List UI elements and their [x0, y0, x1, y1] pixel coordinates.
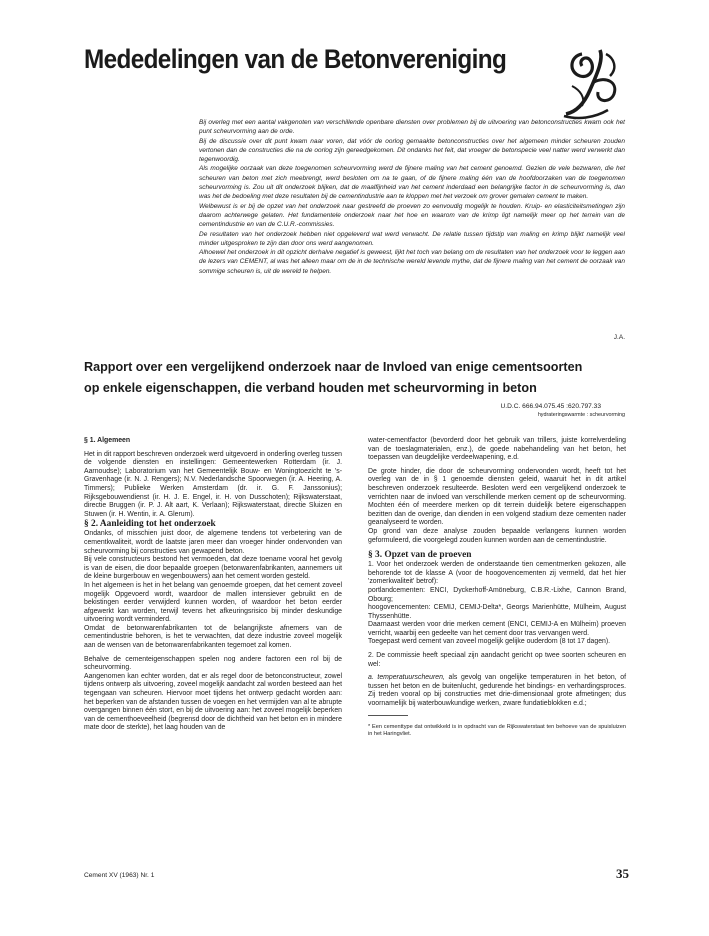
body-paragraph: Daarnaast werden voor drie merken cement (ENCI, CEMIJ-A en Mülheim) proeven verricht, waarbij een gedeelte van het cement door tras vervangen werd. — [368, 621, 626, 637]
editorial-signature: J.A. — [613, 334, 625, 341]
page-number: 35 — [616, 866, 629, 881]
footnote-rule — [368, 715, 408, 716]
body-paragraph: water-cementfactor (bevorderd door het gebruik van trillers, juiste korrelverdeling van de toeslagmaterialen, enz.), de goede nabehandeling van het beton, het toepassen van deugdelijke verdeelwapening, e.d. — [368, 437, 626, 462]
udc-keywords: hydrateringswarmte : scheurvorming — [537, 412, 625, 418]
body-text: als gevolg van ongelijke temperaturen in het beton, of tussen het beton en de buitenlucht, gedurende het bindings- en verhardingsproces. Zij treden vooral op bij constructies met drie-dimensionaal grote afmetingen; dus voornamelijk bij waterbouwkundige werken, zware fundatieblokken e.d.; — [368, 674, 627, 708]
body-paragraph: De grote hinder, die door de scheurvorming ondervonden wordt, heeft tot het overleg van de in § 1 genoemde diensten geleid, waaruit het in dit artikel beschreven onderzoek resulteerde. Besloten werd een vergelijkend onderzoek te verrichten naar de invloed van verschillende merken cement op de scheurvorming. Mochten één of meerdere merken op dit terrein duidelijk betere eigenschappen bezitten dan de overige, dan dienden in een volgend stadium deze cementen nader geanalyseerd te worden. — [368, 467, 626, 527]
body-paragraph: Toegepast werd cement van zoveel mogelijk gelijke ouderdom (8 tot 17 dagen). — [368, 638, 611, 646]
footnote: * Een cementtype dat ontwikkeld is in opdracht van de Rijkswaterstaat ten behoeve van de spuisluizen in het Haringvliet. — [368, 723, 626, 737]
body-paragraph: 2. De commissie heeft speciaal zijn aandacht gericht op twee soorten scheuren en wel: — [368, 652, 626, 668]
journal-title: Mededelingen van de Betonvereniging — [84, 44, 507, 74]
udc-code: U.D.C. 666.94.075.45 :620.797.33 — [500, 403, 601, 410]
body-paragraph: portlandcementen: ENCI, Dyckerhoff-Amöneburg, C.B.R.-Lixhe, Cannon Brand, Obourg; — [368, 586, 626, 603]
editorial-paragraph: Bij de discussie over dit punt kwam naar voren, dat vóór de oorlog gemaakte betonconstructies over het algemeen minder scheuren zouden vertonen dan de constructies die na de oorlog zijn gereedgekomen. Dit ondanks het feit, dat vroeger de betonspecie veel natter werd verwerkt dan tegenwoordig. — [199, 137, 625, 164]
body-paragraph: Omdat de betonwarenfabrikanten tot de belangrijkste afnemers van de cementindustrie behoren, is het te verwachten, dat deze industrie zoveel mogelijk aan de wensen van de betonwarenfabrikanten tegemoet zal komen. — [84, 624, 342, 650]
editorial-intro — [199, 118, 625, 276]
body-paragraph — [368, 674, 626, 708]
editorial-paragraph: Welbewust is er bij de opzet van het onderzoek naar gestreefd de proeven zo eenvoudig mogelijk te houden. Kruip- en elasticiteitsmetingen zijn daarom achterwege gelaten. Het fundamentele onderzoek naar het hoe en waarom van de krimp ligt namelijk meer op het terrein van de cementindustrie en van de C.U.R.-commissies. — [199, 202, 625, 229]
body-paragraph: Bij vele constructeurs bestond het vermoeden, dat deze toename vooral het gevolg is van de eisen, die door bepaalde groepen (betonwarenfabrikanten, aannemers uit de kleine burgerbouw en wegenbouwers) aan het cement worden gesteld. — [84, 556, 342, 581]
betonvereniging-monogram-icon — [560, 46, 626, 122]
paper-title — [84, 357, 629, 399]
editorial-paragraph: Als mogelijke oorzaak van deze toegenomen scheurvorming werd de fijnere maling van het cement genoemd. Gezien de vele bezwaren, die het scheuren van beton met zich meebrengt, werd besloten om na te gaan, of de fijnere maling één van de hoofdoorzaken van de toegenomen scheurvorming is. Zou uit dit onderzoek blijken, dat de maalfijnheid van het cement inderdaad een belangrijke factor in de scheurvorming is, dan was het de bedoeling met deze resultaten bij de cementindustrie aan te kloppen met het verzoek om grover gemalen cement te maken. — [199, 165, 625, 201]
editorial-paragraph: De resultaten van het onderzoek hebben niet opgeleverd wat werd verwacht. De relatie tussen tijdstip van maling en krimp blijkt namelijk veel minder uitgesproken te zijn dan door ons werd aangenomen. — [199, 230, 625, 247]
section-heading: § 3. Opzet van de proeven — [368, 550, 472, 561]
editorial-paragraph: Alhoewel het onderzoek in dit opzicht derhalve negatief is geweest, lijkt het toch van belang om de resultaten van het onderzoek voor te leggen aan de lezers van CEMENT, al was het alleen maar om de in de technische wereld levende mythe, dat de fijnere maling van het cement de oorzaak van sommige scheuren is, uit de wereld te helpen. — [199, 249, 625, 275]
journal-issue: Cement XV (1963) Nr. 1 — [84, 872, 155, 879]
right-column — [368, 437, 626, 738]
body-paragraph: 1. Voor het onderzoek werden de onderstaande tien cementmerken gekozen, alle behorende tot de klasse A (voor de hoogovencementen zij vermeld, dat het hier 'zomerkwaliteit' betrof): — [368, 561, 626, 586]
body-paragraph: Het in dit rapport beschreven onderzoek werd uitgevoerd in onderling overleg tussen de volgende diensten en instellingen: Gemeentewerken Rotterdam (ir. J. Aarnoudse); Laboratorium van het Gemeentelijk Bouw- en Woningtoezicht te 's-Gravenhage (ir. N. J. Rengers); N.V. Nederlandsche Spoorwegen (ir. A. Heering, A. Timmers); Publieke Werken Amsterdam (dr. ir. G. F. Janssonius); Rijksgebouwendienst (ir. H. J. E. Engel, ir. H. von Dusschoten); Rijkswaterstaat, directie Bruggen (ir. P. J. Alt aart, K. Verlaan); Rijkswaterstaat, directie Sluizen en Stuwen (ir. H. Wentin, ir. A. Glerum). — [84, 450, 342, 518]
body-paragraph: In het algemeen is het in het belang van genoemde groepen, dat het cement zoveel mogelijk Opgevoerd wordt, waardoor de mallen intensiever gebruikt en de bekistingen eerder verwijderd kunnen worden, of waardoor het beton eerder afgewerkt kan worden, terwijl tevens het afkeuringsrisico bij minder deskundige uitvoering wordt verminderd. — [84, 581, 342, 624]
left-column — [84, 437, 342, 733]
body-paragraph: Aangenomen kan echter worden, dat er als regel door de betonconstructeur, zowel tijdens ontwerp als uitvoering, zoveel mogelijk aandacht zal worden besteed aan het tegengaan van scheuren. Hiervoor moet tijdens het ontwerp gedacht worden aan: het beperken van de afstanden tussen de voegen en het vermijden van al te abrupte overgangen binnen één stort, en bij de uitvoering aan: het zoveel mogelijk beperken van de cementhoeveelheid (begrensd door de dichtheid van het beton en in mindere mate door de sterkte), het laag houden van de — [84, 672, 342, 732]
term-italic: a. temperatuurscheuren, — [368, 674, 445, 682]
body-paragraph: hoogovencementen: CEMIJ, CEMIJ-Delta*, Georgs Marienhütte, Mülheim, August Thyssenhütte. — [368, 604, 626, 620]
section-heading: § 1. Algemeen — [84, 437, 131, 444]
body-paragraph: Ondanks, of misschien juist door, de algemene tendens tot verbetering van de cementkwaliteit, wordt de laatste jaren meer dan vroeger hinder ondervonden van scheurvorming bij constructies van gewapend beton. — [84, 530, 342, 555]
body-paragraph: Op grond van deze analyse zouden bepaalde verlangens kunnen worden geformuleerd, die voorgelegd zouden kunnen worden aan de cementindustrie. — [368, 527, 626, 544]
paper-title-line: Rapport over een vergelijkend onderzoek naar de Invloed van enige cementsoorten — [84, 360, 583, 374]
section-heading: § 2. Aanleiding tot het onderzoek — [84, 519, 216, 530]
body-paragraph: Behalve de cementeigenschappen spelen nog andere factoren een rol bij de scheurvorming. — [84, 655, 342, 672]
paper-title-line: op enkele eigenschappen, die verband houden met scheurvorming in beton — [84, 381, 537, 395]
editorial-paragraph: Bij overleg met een aantal vakgenoten van verschillende openbare diensten over problemen bij de uitvoering van betonconstructies kwam ook het punt scheurvorming aan de orde. — [199, 119, 625, 136]
